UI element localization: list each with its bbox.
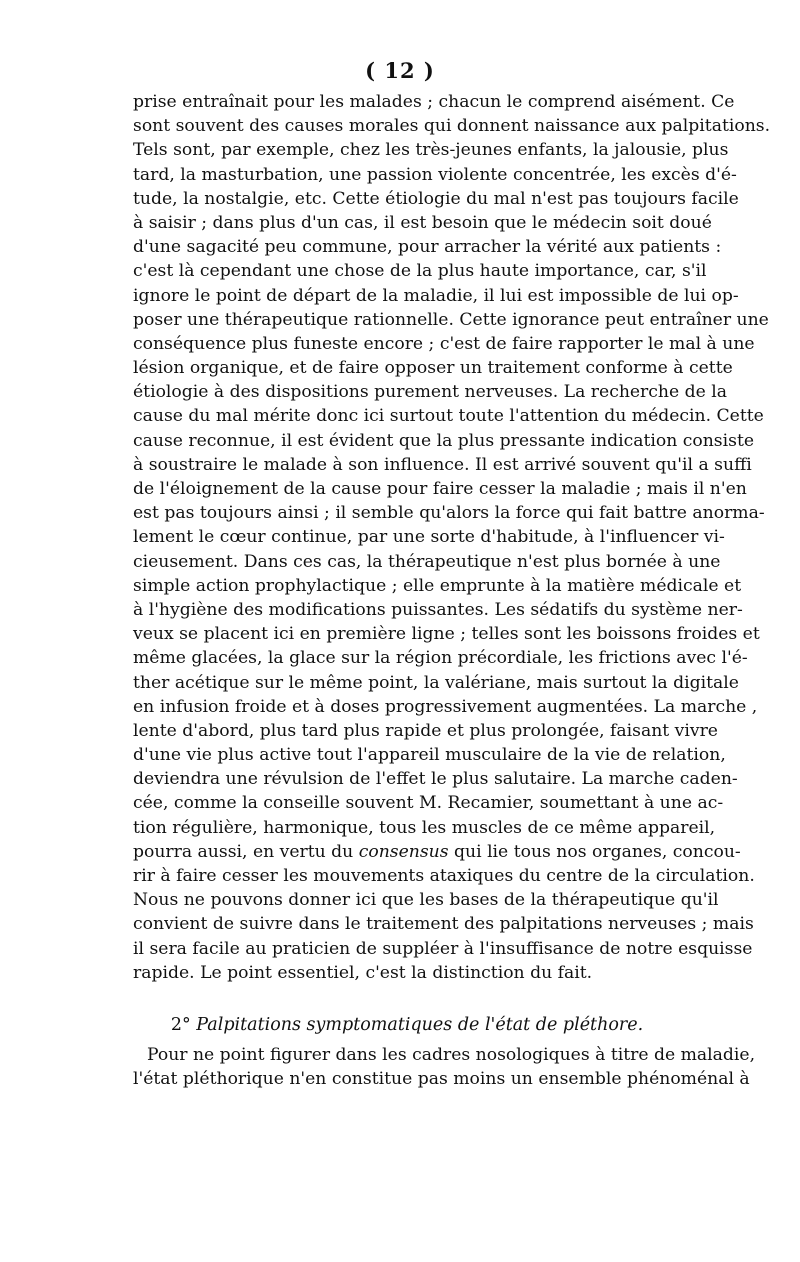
text-line: c'est là cependant une chose de la plus haute importance, car, s'il xyxy=(133,261,707,282)
text-line: tude, la nostalgie, etc. Cette étiologie du mal n'est pas toujours facile xyxy=(133,188,739,209)
text-line: deviendra une révulsion de l'effet le plus salutaire. La marche caden- xyxy=(133,769,738,790)
text-fragment: pourra aussi, en vertu du xyxy=(133,841,354,862)
text-line: conséquence plus funeste encore ; c'est de faire rapporter le mal à une xyxy=(133,333,755,354)
section-title: Palpitations symptomatiques de l'état de pléthore. xyxy=(196,1015,644,1035)
text-line: poser une thérapeutique rationnelle. Cette ignorance peut entraîner une xyxy=(133,309,769,330)
text-line: cause reconnue, il est évident que la plus pressante indication consiste xyxy=(133,430,755,451)
page-number: ( 12 ) xyxy=(365,58,435,83)
text-line: l'état pléthorique n'en constitue pas moins un ensemble phénoménal à xyxy=(133,1069,750,1090)
text-line: tard, la masturbation, une passion violente concentrée, les excès d'é- xyxy=(133,164,737,185)
text-line: rir à faire cesser les mouvements ataxiques du centre de la circulation. xyxy=(133,866,755,886)
text-line: ignore le point de départ de la maladie, il lui est impossible de lui op- xyxy=(133,285,739,306)
text-line: Pour ne point figurer dans les cadres nosologiques à titre de maladie, xyxy=(147,1045,756,1065)
text-line: cieusement. Dans ces cas, la thérapeutique n'est plus bornée à une xyxy=(133,551,721,572)
text-line: tion régulière, harmonique, tous les muscles de ce même appareil, xyxy=(133,817,716,838)
text-line: étiologie à des dispositions purement nerveuses. La recherche de la xyxy=(133,382,727,403)
paragraph-etiology-therapeutics xyxy=(133,90,771,985)
text-line: à l'hygiène des modifications puissantes. Les sédatifs du système ner- xyxy=(133,599,743,620)
text-line: Nous ne pouvons donner ici que les bases de la thérapeutique qu'il xyxy=(133,890,719,911)
text-line: d'une vie plus active tout l'appareil musculaire de la vie de relation, xyxy=(133,745,726,766)
italic-term: consensus xyxy=(358,841,449,862)
text-line: à saisir ; dans plus d'un cas, il est besoin que le médecin soit doué xyxy=(133,212,712,233)
text-line: est pas toujours ainsi ; il semble qu'alors la force qui fait battre anorma- xyxy=(133,503,765,524)
text-fragment: qui lie tous nos organes, concou- xyxy=(454,841,741,862)
text-line: simple action prophylactique ; elle emprunte à la matière médicale et xyxy=(133,575,742,596)
text-line: cée, comme la conseille souvent M. Recamier, soumettant à une ac- xyxy=(133,793,724,814)
text-line: ther acétique sur le même point, la valériane, mais surtout la digitale xyxy=(133,672,739,693)
text-line: convient de suivre dans le traitement des palpitations nerveuses ; mais xyxy=(133,914,754,935)
text-line: cause du mal mérite donc ici surtout toute l'attention du médecin. Cette xyxy=(133,406,764,427)
text-line: il sera facile au praticien de suppléer à l'insuffisance de notre esquisse xyxy=(133,938,753,959)
text-line: à soustraire le malade à son influence. Il est arrivé souvent qu'il a suffi xyxy=(133,454,752,475)
text-line: lésion organique, et de faire opposer un traitement conforme à cette xyxy=(133,358,733,379)
text-line: même glacées, la glace sur la région précordiale, les frictions avec l'é- xyxy=(133,648,748,669)
text-line: lente d'abord, plus tard plus rapide et plus prolongée, faisant vivre xyxy=(133,720,718,741)
section-number: 2° xyxy=(170,1015,191,1035)
section-heading xyxy=(133,1012,681,1038)
text-line: rapide. Le point essentiel, c'est la distinction du fait. xyxy=(133,962,593,983)
text-line: veux se placent ici en première ligne ; telles sont les boissons froides et xyxy=(133,624,760,645)
text-line: de l'éloignement de la cause pour faire cesser la maladie ; mais il n'en xyxy=(133,479,747,499)
text-line: lement le cœur continue, par une sorte d'habitude, à l'influencer vi- xyxy=(133,527,725,548)
paragraph-plethora xyxy=(133,1043,756,1091)
text-line: Tels sont, par exemple, chez les très-jeunes enfants, la jalousie, plus xyxy=(133,140,729,161)
text-line: d'une sagacité peu commune, pour arracher la vérité aux patients : xyxy=(133,237,722,258)
text-line-consensus xyxy=(133,840,741,864)
text-line: en infusion froide et à doses progressivement augmentées. La marche , xyxy=(133,696,758,717)
text-line: prise entraînait pour les malades ; chacun le comprend aisément. Ce xyxy=(133,92,735,112)
text-line: sont souvent des causes morales qui donnent naissance aux palpitations. xyxy=(133,116,771,137)
